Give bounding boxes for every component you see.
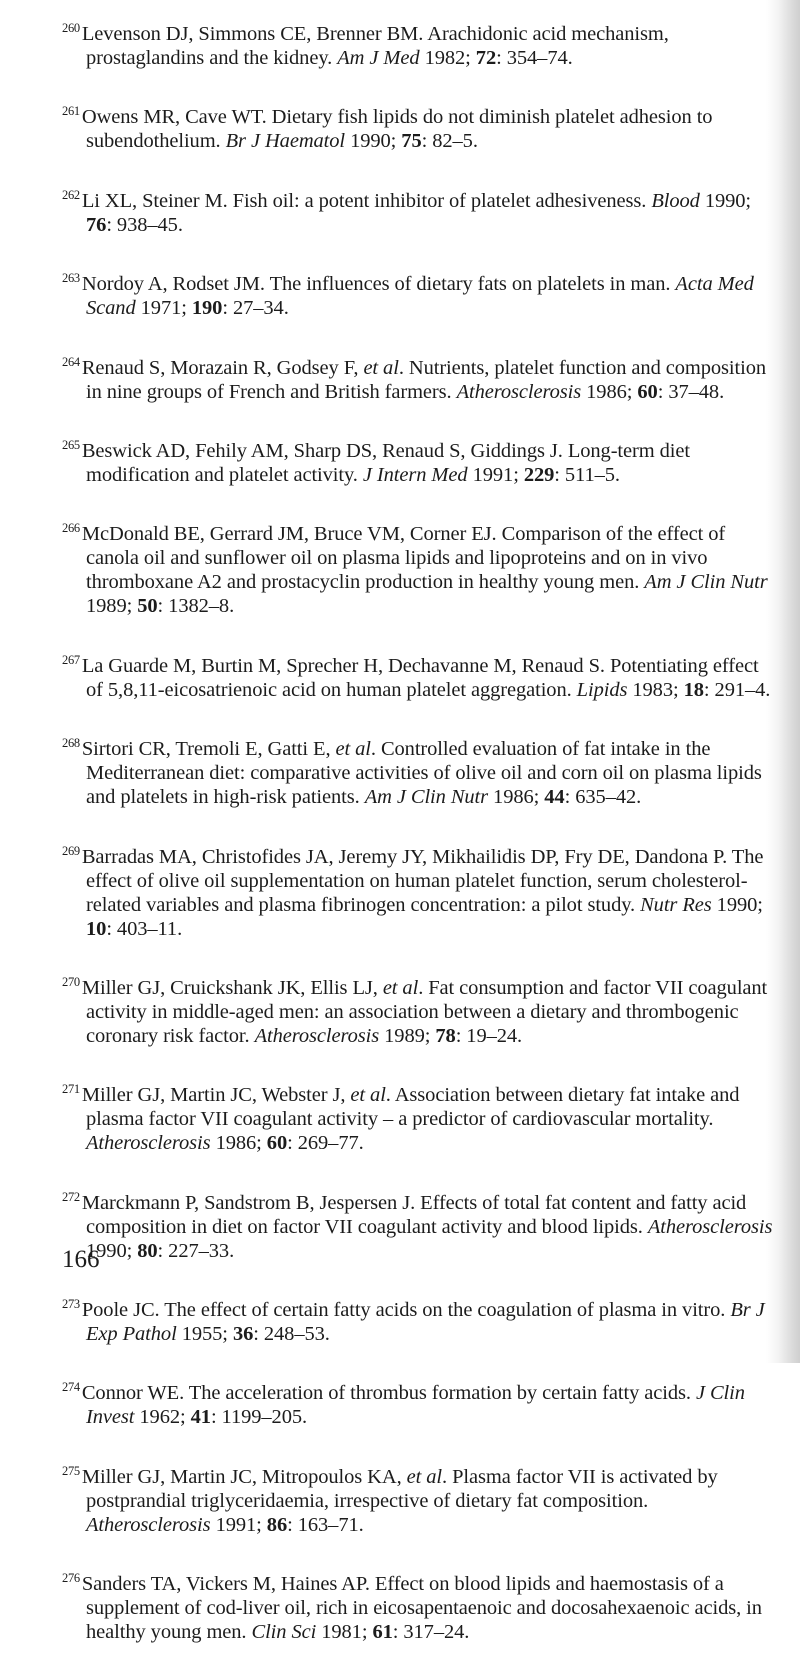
- reference-text: [62, 1375, 774, 1429]
- reference-number: 265: [62, 437, 80, 452]
- reference-pages: : 938–45.: [106, 213, 183, 236]
- reference-pages: : 354–74.: [496, 47, 573, 69]
- reference-text: $^{270}$Miller GJ, Cruickshank JK, Ellis LJ, et al. Fat consumption and factor VII coagulant activity in middle-aged men: an association between a dietary and thrombogenic coronary risk factor. Atherosclerosis 1989; 78: 19–24.: [62, 974, 768, 1047]
- reference-authors: Barradas MA, Christofides JA, Jeremy JY, Mikhailidis DP, Fry DE, Dandona P.: [81, 845, 728, 868]
- reference-et-al: et al: [335, 738, 371, 761]
- reference-text: $^{271}$Miller GJ, Martin JC, Webster J, et al. Association between dietary fat intake and plasma factor VII coagulant activity – a predictor of cardiovascular mortality. Atherosclerosis 1986; 60: 269–77.: [62, 1082, 740, 1155]
- reference-text: [62, 183, 774, 237]
- reference-year: 1986;: [215, 1132, 262, 1155]
- reference-title: Nutrients, platelet function and composition in nine groups of French and British farmers.: [86, 356, 766, 403]
- reference-item: [62, 1077, 774, 1155]
- reference-authors: Owens MR, Cave WT.: [81, 106, 267, 129]
- reference-authors: Poole JC.: [81, 1299, 160, 1322]
- reference-number: 276: [62, 1571, 80, 1586]
- reference-journal: Br J Exp Pathol: [86, 1299, 765, 1346]
- reference-text: [62, 16, 774, 70]
- reference-year: 1962;: [139, 1406, 186, 1429]
- reference-year: 1955;: [181, 1323, 228, 1346]
- reference-title: Fish oil: a potent inhibitor of platelet adhesiveness.: [232, 189, 647, 212]
- reference-number: 274: [62, 1380, 80, 1395]
- reference-volume: 190: [191, 297, 223, 320]
- reference-volume: 72: [475, 47, 497, 69]
- reference-authors: McDonald BE, Gerrard JM, Bruce VM, Corner EJ.: [81, 523, 497, 546]
- reference-item: [62, 1185, 774, 1263]
- reference-year: 1981;: [321, 1621, 368, 1644]
- reference-pages: : 511–5.: [554, 463, 620, 486]
- reference-year: 1982;: [424, 47, 471, 69]
- reference-journal: J Intern Med: [362, 463, 468, 486]
- reference-item: [62, 1292, 774, 1346]
- reference-pages: : 1199–205.: [210, 1406, 308, 1429]
- reference-text: $^{275}$Miller GJ, Martin JC, Mitropoulos KA, et al. Plasma factor VII is activated by postprandial triglyceridaemia, irrespective of dietary fat composition. Atherosclerosis 1991; 86: 163–71.: [62, 1463, 718, 1536]
- reference-title: The influences of dietary fats on platelets in man.: [269, 273, 671, 296]
- reference-pages: : 291–4.: [703, 678, 771, 701]
- reference-volume: 86: [266, 1513, 288, 1536]
- reference-item: [62, 516, 774, 618]
- reference-pages: : 1382–8.: [157, 595, 235, 618]
- reference-authors: Sanders TA, Vickers M, Haines AP.: [81, 1573, 370, 1596]
- reference-authors: Levenson DJ, Simmons CE, Brenner BM.: [81, 23, 424, 45]
- reference-list: [62, 16, 774, 1674]
- reference-title: The acceleration of thrombus formation by certain fatty acids.: [188, 1382, 691, 1405]
- reference-number: 263: [62, 271, 80, 286]
- reference-volume: 78: [435, 1024, 456, 1047]
- reference-volume: 44: [544, 786, 565, 809]
- reference-et-al: et al: [382, 976, 419, 999]
- reference-title: Controlled evaluation of fat intake in the Mediterranean diet: comparative activities of olive oil and corn oil on plasma lipids and platelets in high-risk patients.: [86, 738, 762, 809]
- reference-journal: Clin Sci: [251, 1621, 317, 1644]
- reference-volume: 10: [86, 917, 107, 940]
- reference-text: $^{268}$Sirtori CR, Tremoli E, Gatti E, et al. Controlled evaluation of fat intake in the Mediterranean diet: comparative activities of olive oil and corn oil on plasma lipids and platelets in high-risk patients. Am J Clin Nutr 1986; 44: 635–42.: [62, 736, 762, 809]
- reference-authors: Connor WE.: [81, 1382, 185, 1405]
- reference-pages: : 317–24.: [392, 1621, 470, 1644]
- reference-text: [62, 266, 774, 320]
- reference-title: Dietary fish lipids do not diminish platelet adhesion to subendothelium.: [86, 106, 713, 153]
- reference-item: [62, 839, 774, 941]
- reference-title: Effect on blood lipids and haemostasis of a supplement of cod-liver oil, rich in eicosapentaenoic and docosahexaenoic acids, in healthy young men.: [86, 1573, 762, 1644]
- reference-authors: Renaud S, Morazain R, Godsey F,: [81, 356, 359, 379]
- reference-year: 1991;: [215, 1513, 262, 1536]
- reference-number: 260: [62, 21, 80, 35]
- reference-title: The effect of certain fatty acids on the coagulation of plasma in vitro.: [164, 1299, 726, 1322]
- reference-volume: 61: [372, 1621, 393, 1644]
- reference-number: 267: [62, 652, 80, 667]
- reference-text: [62, 1292, 774, 1346]
- reference-pages: : 27–34.: [222, 297, 289, 320]
- reference-authors: Miller GJ, Martin JC, Mitropoulos KA,: [81, 1465, 402, 1488]
- reference-et-al: et al: [350, 1084, 386, 1107]
- reference-title: Arachidonic acid mechanism, prostaglandins and the kidney.: [86, 23, 669, 69]
- reference-text: [62, 648, 774, 702]
- reference-et-al: et al: [363, 356, 399, 379]
- reference-journal: Lipids: [576, 678, 628, 701]
- reference-year: 1990;: [704, 189, 752, 212]
- reference-authors: Marckmann P, Sandstrom B, Jespersen J.: [81, 1191, 416, 1214]
- reference-title: Potentiating effect of 5,8,11-eicosatrienoic acid on human platelet aggregation.: [86, 654, 759, 701]
- reference-number: 269: [62, 843, 80, 858]
- reference-year: 1990;: [350, 130, 397, 153]
- reference-pages: : 82–5.: [421, 130, 478, 153]
- reference-year: 1986;: [493, 786, 540, 809]
- reference-journal: Blood: [651, 189, 700, 212]
- reference-volume: 36: [232, 1323, 254, 1346]
- reference-authors: Li XL, Steiner M.: [81, 189, 228, 212]
- reference-authors: Nordoy A, Rodset JM.: [81, 273, 265, 296]
- reference-number: 273: [62, 1297, 80, 1312]
- reference-text: $^{264}$Renaud S, Morazain R, Godsey F, et al. Nutrients, platelet function and composition in nine groups of French and British farmers. Atherosclerosis 1986; 60: 37–48.: [62, 354, 766, 403]
- reference-text: [62, 839, 774, 941]
- reference-number: 275: [62, 1463, 80, 1478]
- reference-journal: Atherosclerosis: [456, 380, 582, 403]
- reference-year: 1989;: [384, 1024, 431, 1047]
- reference-item: [62, 1375, 774, 1429]
- reference-authors: Miller GJ, Cruickshank JK, Ellis LJ,: [81, 976, 378, 999]
- reference-year: 1990;: [86, 1239, 133, 1262]
- reference-pages: : 248–53.: [253, 1323, 330, 1346]
- reference-journal: Atherosclerosis: [647, 1215, 773, 1238]
- reference-pages: : 635–42.: [564, 786, 642, 809]
- reference-text: [62, 516, 774, 618]
- reference-item: [62, 16, 774, 70]
- reference-text: [62, 1566, 774, 1644]
- reference-title: Effects of total fat content and fatty acid composition in diet on factor VII coagulant activity and blood lipids.: [86, 1191, 747, 1238]
- reference-text: [62, 433, 774, 487]
- reference-item: [62, 1459, 774, 1537]
- reference-item: [62, 970, 774, 1048]
- reference-text: [62, 99, 774, 153]
- reference-item: [62, 648, 774, 702]
- reference-pages: : 269–77.: [287, 1132, 364, 1155]
- reference-authors: La Guarde M, Burtin M, Sprecher H, Dechavanne M, Renaud S.: [81, 654, 605, 677]
- reference-text: [62, 1185, 774, 1263]
- reference-volume: 60: [266, 1132, 288, 1155]
- reference-year: 1989;: [86, 595, 133, 618]
- reference-item: [62, 433, 774, 487]
- reference-number: 262: [62, 187, 80, 202]
- reference-volume: 80: [137, 1239, 158, 1262]
- reference-authors: Miller GJ, Martin JC, Webster J,: [81, 1084, 346, 1107]
- reference-journal: Br J Haematol: [225, 130, 346, 153]
- reference-title: Comparison of the effect of canola oil and sunflower oil on plasma lipids and lipoproteins and on in vivo thromboxane A2 and prostacyclin production in healthy young men.: [86, 523, 726, 594]
- reference-volume: 76: [86, 213, 107, 236]
- reference-title: Plasma factor VII is activated by postprandial triglyceridaemia, irrespective of dietary fat composition.: [86, 1465, 718, 1512]
- reference-journal: Am J Clin Nutr: [364, 786, 489, 809]
- reference-authors: Beswick AD, Fehily AM, Sharp DS, Renaud S, Giddings J.: [81, 439, 563, 462]
- reference-volume: 60: [637, 380, 658, 403]
- reference-title: Fat consumption and factor VII coagulant activity in middle-aged men: an association between a dietary and thrombogenic coronary risk factor.: [86, 976, 768, 1047]
- reference-item: [62, 183, 774, 237]
- reference-title: Association between dietary fat intake and plasma factor VII coagulant activity – a predictor of cardiovascular mortality.: [86, 1084, 740, 1131]
- reference-item: [62, 731, 774, 809]
- reference-number: 272: [62, 1189, 80, 1204]
- reference-title: Long-term diet modification and platelet activity.: [86, 439, 690, 486]
- reference-volume: 50: [137, 595, 158, 618]
- reference-pages: : 37–48.: [657, 380, 725, 403]
- reference-authors: Sirtori CR, Tremoli E, Gatti E,: [81, 738, 331, 761]
- reference-year: 1991;: [472, 463, 519, 486]
- reference-volume: 229: [523, 463, 555, 486]
- reference-item: [62, 99, 774, 153]
- reference-year: 1986;: [586, 380, 633, 403]
- reference-journal: Atherosclerosis: [254, 1024, 380, 1047]
- reference-item: [62, 266, 774, 320]
- reference-pages: : 227–33.: [157, 1239, 235, 1262]
- reference-pages: : 403–11.: [106, 917, 183, 940]
- reference-journal: Atherosclerosis: [86, 1132, 211, 1155]
- reference-journal: Atherosclerosis: [86, 1513, 211, 1536]
- reference-title: The effect of olive oil supplementation on human platelet function, serum cholesterol-related variables and plasma fibrinogen concentration: a pilot study.: [86, 845, 764, 916]
- reference-journal: Nutr Res: [640, 893, 712, 916]
- reference-number: 264: [62, 354, 80, 369]
- reference-volume: 18: [683, 678, 704, 701]
- reference-year: 1983;: [632, 678, 679, 701]
- reference-volume: 41: [190, 1406, 211, 1429]
- reference-et-al: et al: [406, 1465, 443, 1488]
- reference-pages: : 19–24.: [455, 1024, 523, 1047]
- reference-item: [62, 350, 774, 404]
- reference-number: 271: [62, 1082, 80, 1097]
- reference-number: 270: [62, 974, 80, 989]
- reference-year: 1990;: [716, 893, 763, 916]
- reference-volume: 75: [401, 130, 422, 153]
- reference-number: 266: [62, 521, 80, 536]
- reference-journal: Am J Clin Nutr: [644, 571, 768, 594]
- reference-journal: J Clin Invest: [86, 1382, 745, 1429]
- reference-year: 1971;: [140, 297, 187, 320]
- reference-journal: Am J Med: [337, 47, 420, 69]
- reference-number: 261: [62, 104, 80, 119]
- page-number: 166: [62, 1246, 100, 1273]
- reference-journal: Acta Med Scand: [86, 273, 754, 320]
- reference-item: [62, 1566, 774, 1644]
- reference-pages: : 163–71.: [287, 1513, 364, 1536]
- reference-number: 268: [62, 736, 80, 751]
